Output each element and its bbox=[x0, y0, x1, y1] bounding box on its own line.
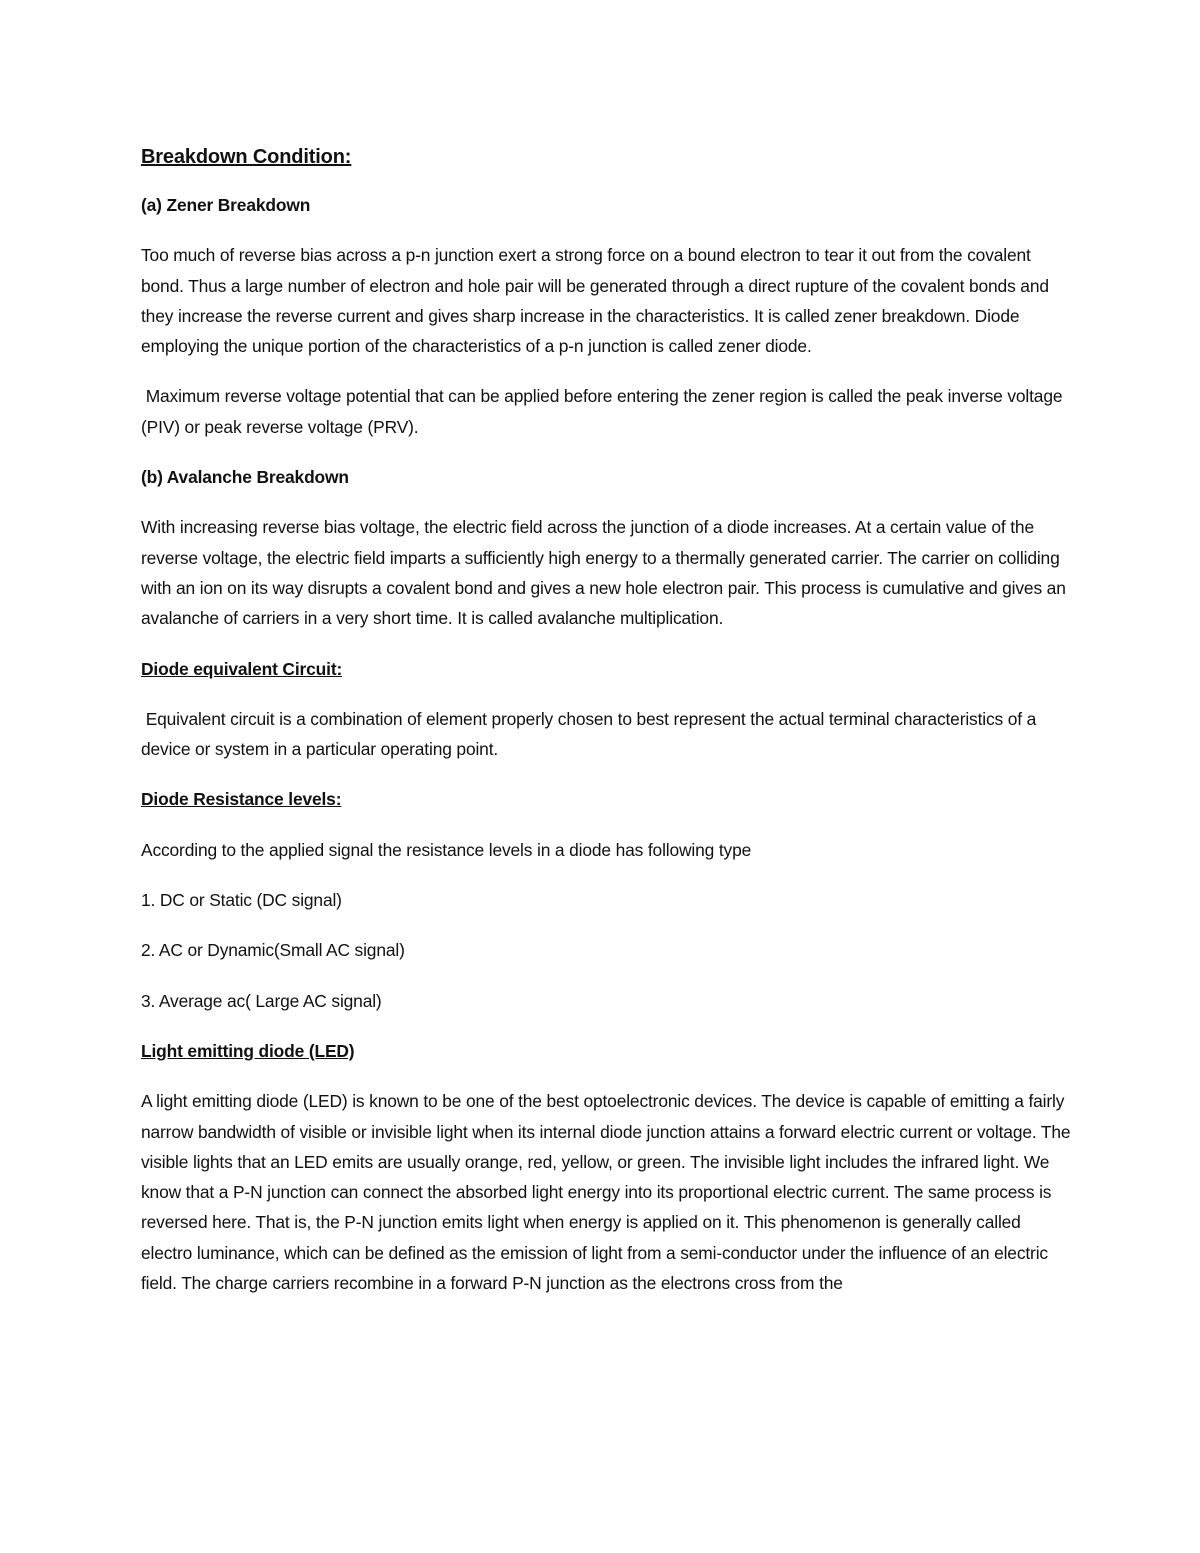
avalanche-paragraph: With increasing reverse bias voltage, the electric field across the junction of a diode increases. At a certain value of the reverse voltage, the electric field imparts a sufficiently high energy to a thermally generated carrier. The carrier on colliding with an ion on its way disrupts a covalent bond and gives a new hole electron pair. This process is cumulative and gives an avalanche of carriers in a very short time. It is called avalanche multiplication. bbox=[141, 517, 1066, 629]
avalanche-heading: (b) Avalanche Breakdown bbox=[141, 467, 349, 488]
equivalent-circuit-heading: Diode equivalent Circuit: bbox=[141, 658, 343, 679]
list-item: 2. AC or Dynamic(Small AC signal) bbox=[141, 940, 405, 961]
led-heading: Light emitting diode (LED) bbox=[141, 1040, 355, 1061]
zener-paragraph: Too much of reverse bias across a p-n junction exert a strong force on a bound electron to tear it out from the covalent bond. Thus a large number of electron and hole pair will be generated through a direct rupture of the covalent bonds and they increase the reverse current and gives sharp increase in the characteristics. It is called zener breakdown. Diode employing the unique portion of the characteristics of a p-n junction is called zener diode. bbox=[141, 245, 1049, 357]
piv-paragraph: Maximum reverse voltage potential that can be applied before entering the zener region is called the peak inverse voltage (PIV) or peak reverse voltage (PRV). bbox=[141, 386, 1068, 437]
document-title: Breakdown Condition: bbox=[141, 146, 352, 168]
list-item: 1. DC or Static (DC signal) bbox=[141, 890, 342, 911]
led-paragraph: A light emitting diode (LED) is known to be one of the best optoelectronic devices. The device is capable of emitting a fairly narrow bandwidth of visible or invisible light when its internal diode junction attains a forward electric current or voltage. The visible lights that an LED emits are usually orange, red, yellow, or green. The invisible light includes the infrared light. We know that a P-N junction can connect the absorbed light energy into its proportional electric current. The same process is reversed here. That is, the P-N junction emits light when energy is applied on it. This phenomenon is generally called electro luminance, which can be defined as the emission of light from a semi-conductor under the influence of an electric field. The charge carriers recombine in a forward P-N junction as the electrons cross from the bbox=[141, 1091, 1071, 1294]
document-page bbox=[141, 140, 1071, 1318]
equivalent-circuit-paragraph: Equivalent circuit is a combination of element properly chosen to best represent the actual terminal characteristics of a device or system in a particular operating point. bbox=[141, 708, 1041, 760]
resistance-levels-heading: Diode Resistance levels: bbox=[141, 789, 342, 810]
zener-heading: (a) Zener Breakdown bbox=[141, 195, 311, 215]
resistance-levels-intro: According to the applied signal the resistance levels in a diode has following type bbox=[141, 839, 752, 860]
list-item: 3. Average ac( Large AC signal) bbox=[141, 990, 382, 1011]
